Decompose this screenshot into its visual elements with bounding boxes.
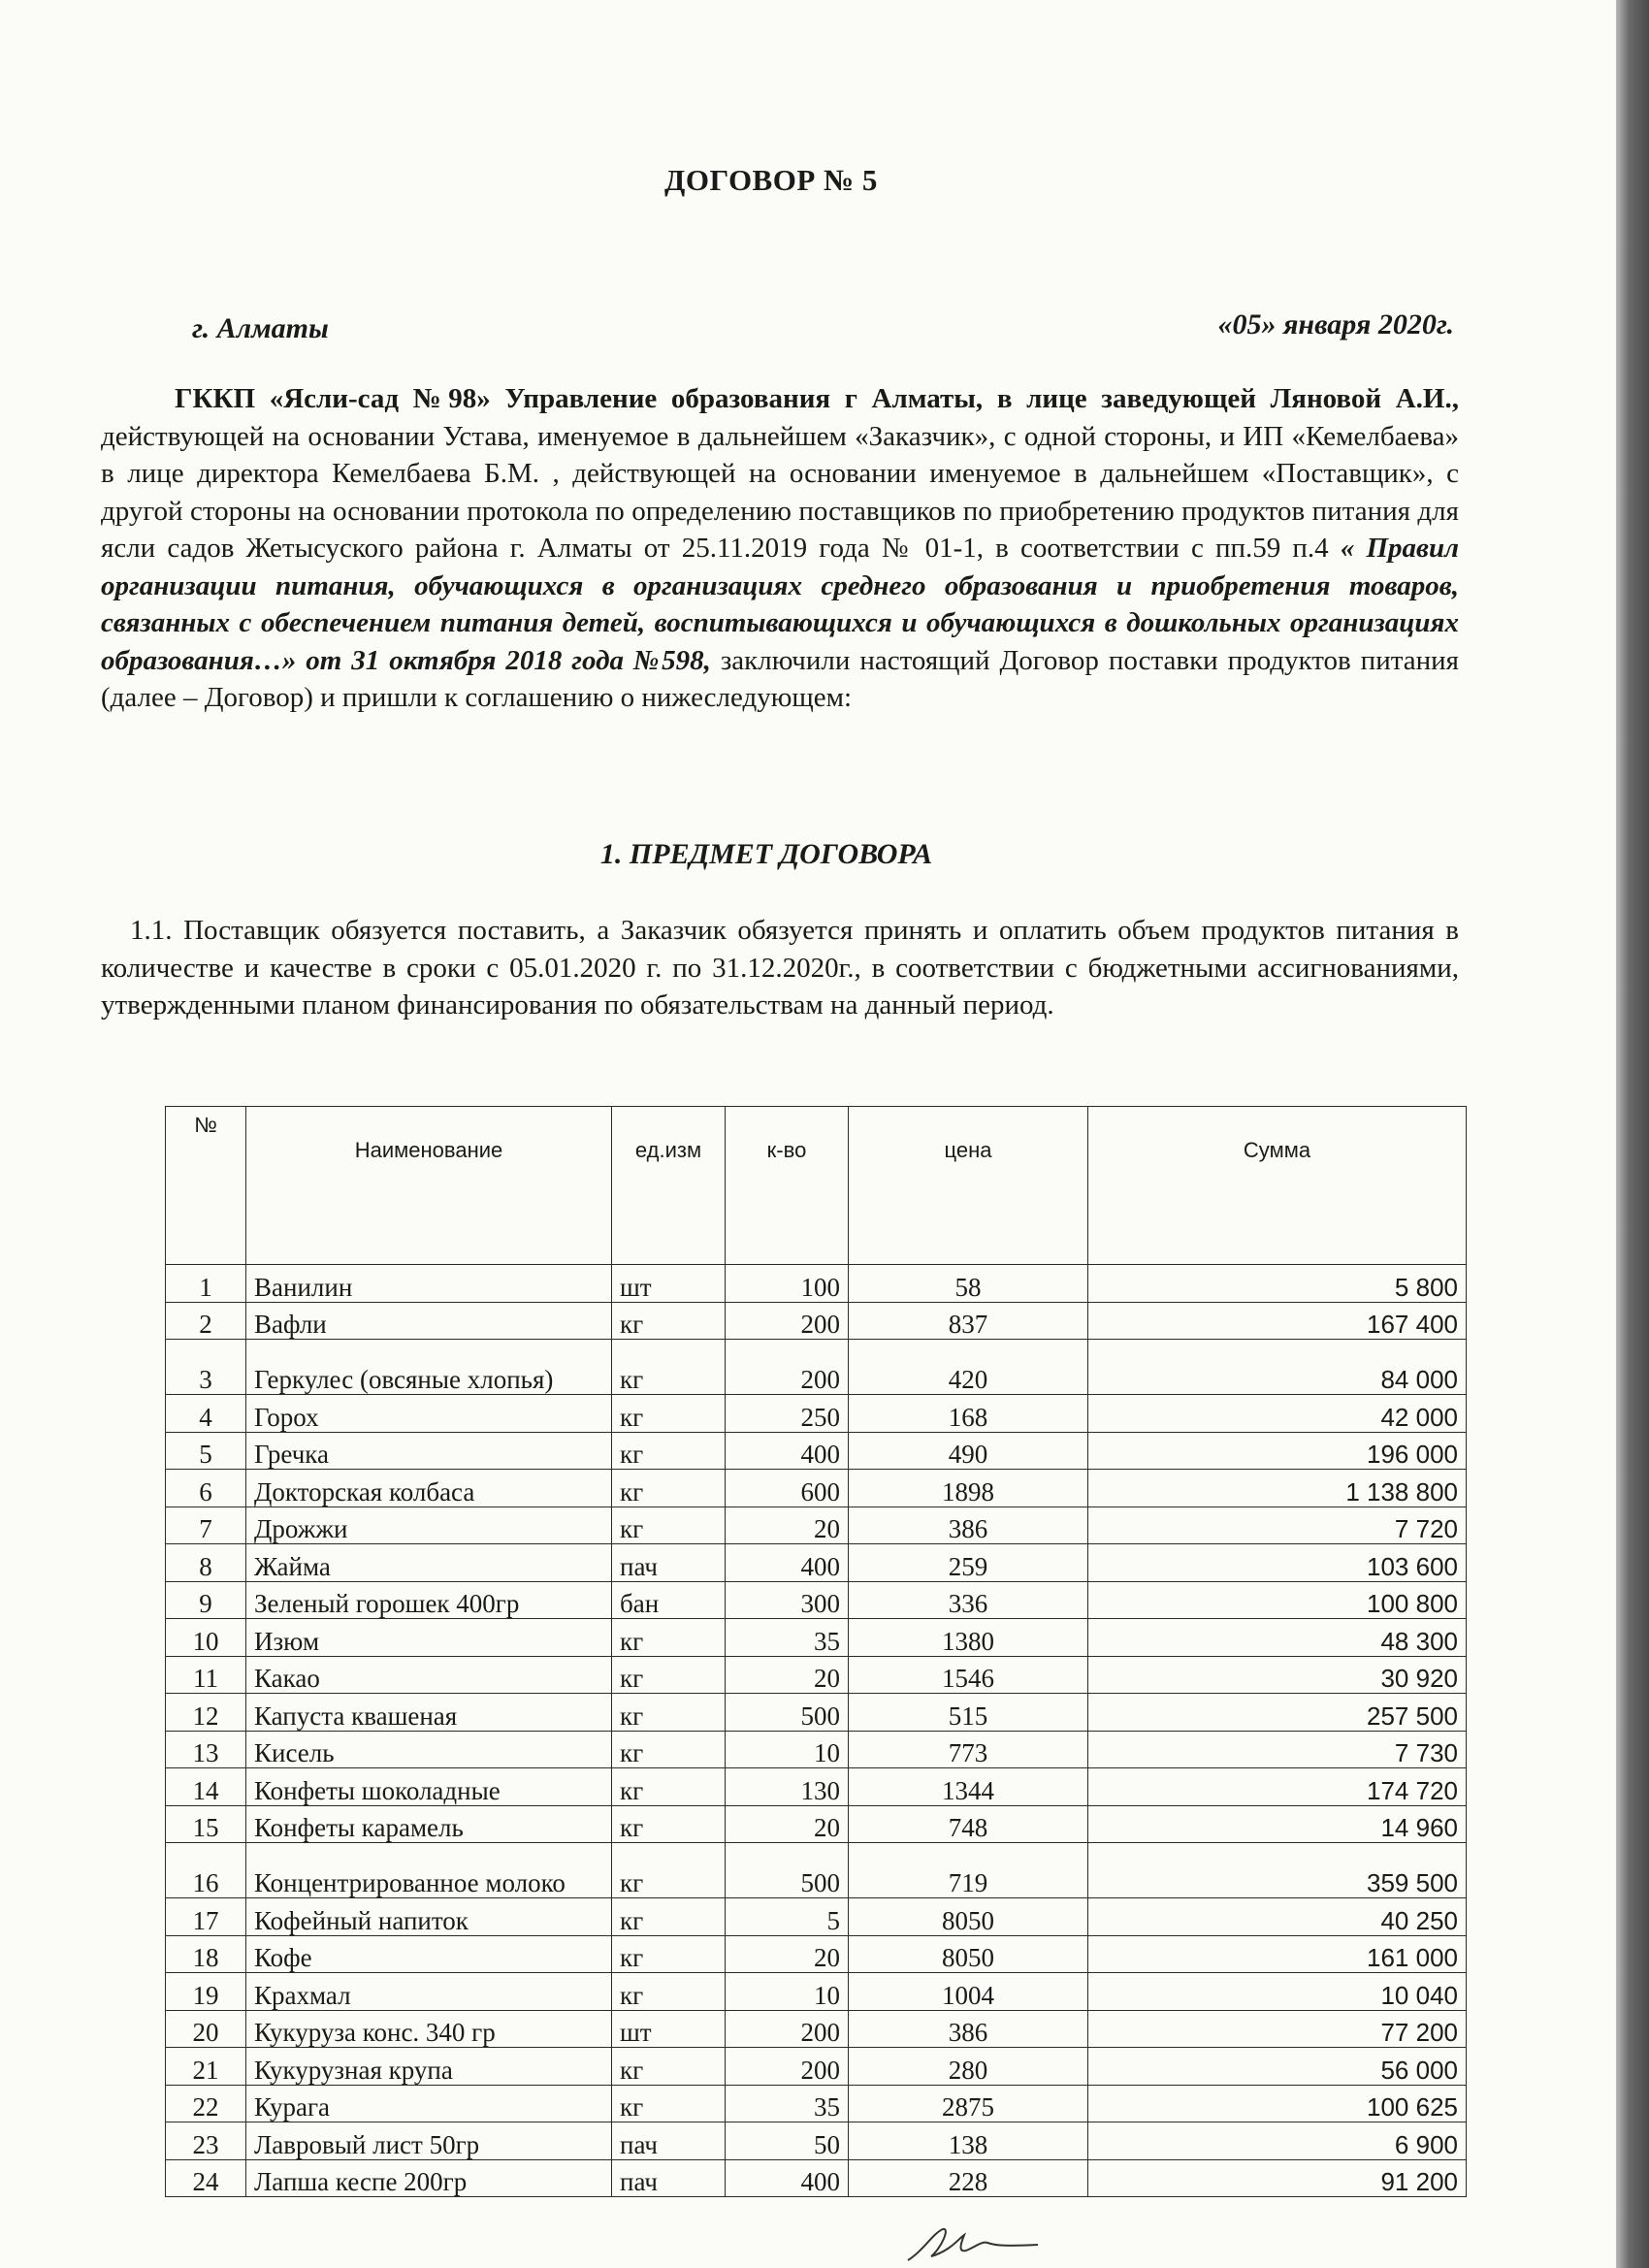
row-unit: кг xyxy=(612,1340,726,1395)
row-number: 16 xyxy=(166,1843,246,1898)
table-row xyxy=(166,1395,1467,1433)
table-body xyxy=(166,1265,1467,2197)
row-name: Кисель xyxy=(246,1731,612,1768)
row-unit: кг xyxy=(612,1768,726,1806)
row-sum: 196 000 xyxy=(1088,1432,1467,1470)
row-number: 7 xyxy=(166,1507,246,1544)
row-name: Кукуруза конс. 340 гр xyxy=(246,2010,612,2048)
row-unit: кг xyxy=(612,1935,726,1973)
row-quantity: 300 xyxy=(726,1581,849,1619)
row-price: 515 xyxy=(849,1694,1088,1732)
row-quantity: 200 xyxy=(726,2048,849,2086)
row-number: 1 xyxy=(166,1265,246,1303)
row-price: 420 xyxy=(849,1340,1088,1395)
row-name: Какао xyxy=(246,1656,612,1694)
row-price: 719 xyxy=(849,1843,1088,1898)
row-unit: кг xyxy=(612,1973,726,2011)
row-sum: 1 138 800 xyxy=(1088,1470,1467,1507)
row-price: 386 xyxy=(849,2010,1088,2048)
row-number: 3 xyxy=(166,1340,246,1395)
intro-bold-parties: ГККП «Ясли-сад №98» Управление образования г Алматы, в лице заведующей Ляновой А.И., xyxy=(175,383,1459,414)
table-row xyxy=(166,1805,1467,1843)
row-price: 138 xyxy=(849,2122,1088,2160)
row-sum: 7 720 xyxy=(1088,1507,1467,1544)
row-name: Крахмал xyxy=(246,1973,612,2011)
row-number: 8 xyxy=(166,1544,246,1582)
row-number: 5 xyxy=(166,1432,246,1470)
row-quantity: 400 xyxy=(726,1432,849,1470)
row-sum: 6 900 xyxy=(1088,2122,1467,2160)
row-quantity: 500 xyxy=(726,1694,849,1732)
table-row xyxy=(166,1656,1467,1694)
row-name: Зеленый горошек 400гр xyxy=(246,1581,612,1619)
row-quantity: 35 xyxy=(726,2085,849,2122)
row-sum: 42 000 xyxy=(1088,1395,1467,1433)
contract-city: г. Алматы xyxy=(192,312,329,344)
row-number: 10 xyxy=(166,1619,246,1657)
table-row xyxy=(166,1843,1467,1898)
row-quantity: 100 xyxy=(726,1265,849,1303)
table-row xyxy=(166,1507,1467,1544)
row-sum: 84 000 xyxy=(1088,1340,1467,1395)
row-quantity: 250 xyxy=(726,1395,849,1433)
row-quantity: 10 xyxy=(726,1973,849,2011)
header-name: Наименование xyxy=(246,1107,612,1265)
row-sum: 359 500 xyxy=(1088,1843,1467,1898)
row-unit: бан xyxy=(612,1581,726,1619)
row-unit: пач xyxy=(612,1544,726,1582)
row-unit: кг xyxy=(612,1302,726,1340)
row-quantity: 10 xyxy=(726,1731,849,1768)
row-sum: 257 500 xyxy=(1088,1694,1467,1732)
row-number: 13 xyxy=(166,1731,246,1768)
row-number: 11 xyxy=(166,1656,246,1694)
intro-text-2: заключили настоящий Договор поставки продуктов питания (далее – Договор) и пришли к соглашению о нижеследующем: xyxy=(101,644,1460,713)
row-sum: 100 625 xyxy=(1088,2085,1467,2122)
row-name: Лапша кеспе 200гр xyxy=(246,2159,612,2197)
row-quantity: 20 xyxy=(726,1805,849,1843)
row-name: Конфеты шоколадные xyxy=(246,1768,612,1806)
row-price: 386 xyxy=(849,1507,1088,1544)
row-unit: кг xyxy=(612,1805,726,1843)
row-price: 837 xyxy=(849,1302,1088,1340)
table-row xyxy=(166,1581,1467,1619)
signature-mark xyxy=(902,2221,1048,2268)
header-price: цена xyxy=(849,1107,1088,1265)
row-sum: 91 200 xyxy=(1088,2159,1467,2197)
row-name: Лавровый лист 50гр xyxy=(246,2122,612,2160)
row-number: 18 xyxy=(166,1935,246,1973)
table-header-row xyxy=(166,1107,1467,1265)
row-price: 259 xyxy=(849,1544,1088,1582)
row-name: Курага xyxy=(246,2085,612,2122)
table-row xyxy=(166,2010,1467,2048)
row-number: 22 xyxy=(166,2085,246,2122)
row-unit: шт xyxy=(612,2010,726,2048)
intro-text-1: действующей на основании Устава, именуемое в дальнейшем «Заказчик», с одной стороны, и ИП «Кемелбаева» в лице директора Кемелбаева Б.М. , действующей на основании именуемое в дальнейшем «Поставщик», с другой стороны на основании протокола по определению поставщиков по приобретению продуктов питания для ясли садов Жетысуского района г. Алматы от 25.11.2019 года № 01-1, в соответствии с пп.59 п.4 xyxy=(101,420,1459,564)
header-quantity: к-во xyxy=(726,1107,849,1265)
row-quantity: 200 xyxy=(726,1340,849,1395)
row-quantity: 35 xyxy=(726,1619,849,1657)
row-unit: кг xyxy=(612,1898,726,1936)
row-sum: 56 000 xyxy=(1088,2048,1467,2086)
intro-paragraph xyxy=(101,380,1459,717)
section-title-subject: 1. ПРЕДМЕТ ДОГОВОРА xyxy=(599,838,933,870)
row-sum: 14 960 xyxy=(1088,1805,1467,1843)
row-price: 1546 xyxy=(849,1656,1088,1694)
row-number: 14 xyxy=(166,1768,246,1806)
row-number: 24 xyxy=(166,2159,246,2197)
table-row xyxy=(166,2085,1467,2122)
scan-edge-shadow xyxy=(1616,0,1649,2268)
row-quantity: 400 xyxy=(726,2159,849,2197)
row-sum: 161 000 xyxy=(1088,1935,1467,1973)
row-number: 20 xyxy=(166,2010,246,2048)
table-row xyxy=(166,1544,1467,1582)
table-row xyxy=(166,2122,1467,2160)
header-unit: ед.изм xyxy=(612,1107,726,1265)
row-name: Докторская колбаса xyxy=(246,1470,612,1507)
row-name: Кофейный напиток xyxy=(246,1898,612,1936)
row-unit: кг xyxy=(612,1395,726,1433)
row-quantity: 5 xyxy=(726,1898,849,1936)
row-sum: 167 400 xyxy=(1088,1302,1467,1340)
row-unit: кг xyxy=(612,1694,726,1732)
products-table xyxy=(165,1106,1467,2197)
table-row xyxy=(166,1432,1467,1470)
row-unit: кг xyxy=(612,1507,726,1544)
row-number: 17 xyxy=(166,1898,246,1936)
row-number: 9 xyxy=(166,1581,246,1619)
row-name: Жайма xyxy=(246,1544,612,1582)
row-price: 2875 xyxy=(849,2085,1088,2122)
row-unit: кг xyxy=(612,2085,726,2122)
contract-date: «05» января 2020г. xyxy=(1217,308,1454,340)
row-price: 1380 xyxy=(849,1619,1088,1657)
header-number: № xyxy=(166,1107,246,1265)
row-name: Капуста квашеная xyxy=(246,1694,612,1732)
row-number: 15 xyxy=(166,1805,246,1843)
row-name: Вафли xyxy=(246,1302,612,1340)
table-row xyxy=(166,1619,1467,1657)
row-quantity: 400 xyxy=(726,1544,849,1582)
row-number: 4 xyxy=(166,1395,246,1433)
row-price: 773 xyxy=(849,1731,1088,1768)
row-price: 168 xyxy=(849,1395,1088,1433)
row-sum: 40 250 xyxy=(1088,1898,1467,1936)
row-price: 280 xyxy=(849,2048,1088,2086)
row-sum: 48 300 xyxy=(1088,1619,1467,1657)
table-row xyxy=(166,1302,1467,1340)
table-row xyxy=(166,1265,1467,1303)
row-sum: 77 200 xyxy=(1088,2010,1467,2048)
row-unit: кг xyxy=(612,1731,726,1768)
row-quantity: 20 xyxy=(726,1507,849,1544)
row-name: Кукурузная крупа xyxy=(246,2048,612,2086)
row-number: 6 xyxy=(166,1470,246,1507)
paragraph-1-1: 1.1. Поставщик обязуется поставить, а Заказчик обязуется принять и оплатить объем продуктов питания в количестве и качестве в сроки с 05.01.2020 г. по 31.12.2020г., в соответствии с бюджетными ассигнованиями, утвержденными планом финансирования по обязательствам на данный период. xyxy=(101,915,1459,1021)
row-unit: пач xyxy=(612,2159,726,2197)
row-unit: кг xyxy=(612,1843,726,1898)
table-row xyxy=(166,1470,1467,1507)
row-name: Геркулес (овсяные хлопья) xyxy=(246,1340,612,1395)
row-number: 2 xyxy=(166,1302,246,1340)
row-number: 12 xyxy=(166,1694,246,1732)
row-unit: кг xyxy=(612,2048,726,2086)
row-name: Изюм xyxy=(246,1619,612,1657)
row-sum: 30 920 xyxy=(1088,1656,1467,1694)
row-sum: 10 040 xyxy=(1088,1973,1467,2011)
row-price: 748 xyxy=(849,1805,1088,1843)
header-sum: Сумма xyxy=(1088,1107,1467,1265)
row-sum: 103 600 xyxy=(1088,1544,1467,1582)
table-row xyxy=(166,1768,1467,1806)
table-row xyxy=(166,1898,1467,1936)
row-quantity: 130 xyxy=(726,1768,849,1806)
row-number: 19 xyxy=(166,1973,246,2011)
row-price: 1898 xyxy=(849,1470,1088,1507)
row-price: 8050 xyxy=(849,1935,1088,1973)
table-row xyxy=(166,1694,1467,1732)
table-row xyxy=(166,2159,1467,2197)
row-name: Гречка xyxy=(246,1432,612,1470)
table-row xyxy=(166,1973,1467,2011)
row-unit: кг xyxy=(612,1619,726,1657)
row-sum: 5 800 xyxy=(1088,1265,1467,1303)
row-number: 21 xyxy=(166,2048,246,2086)
row-unit: пач xyxy=(612,2122,726,2160)
table-row xyxy=(166,1935,1467,1973)
row-price: 228 xyxy=(849,2159,1088,2197)
row-quantity: 600 xyxy=(726,1470,849,1507)
row-name: Ванилин xyxy=(246,1265,612,1303)
row-sum: 100 800 xyxy=(1088,1581,1467,1619)
row-quantity: 50 xyxy=(726,2122,849,2160)
row-name: Конфеты карамель xyxy=(246,1805,612,1843)
row-price: 490 xyxy=(849,1432,1088,1470)
row-sum: 174 720 xyxy=(1088,1768,1467,1806)
intro-rules-reference: « Правил организации питания, обучающихся в организациях среднего образования и приобретения товаров, связанных с обеспечением питания детей, воспитывающихся и обучающихся в дошкольных организациях образования…» от 31 октября 2018 года №598, xyxy=(101,533,1459,676)
table-row xyxy=(166,2048,1467,2086)
row-name: Горох xyxy=(246,1395,612,1433)
row-sum: 7 730 xyxy=(1088,1731,1467,1768)
row-price: 58 xyxy=(849,1265,1088,1303)
row-quantity: 200 xyxy=(726,2010,849,2048)
row-quantity: 20 xyxy=(726,1656,849,1694)
row-price: 1004 xyxy=(849,1973,1088,2011)
row-name: Кофе xyxy=(246,1935,612,1973)
row-price: 8050 xyxy=(849,1898,1088,1936)
row-price: 1344 xyxy=(849,1768,1088,1806)
row-unit: кг xyxy=(612,1432,726,1470)
row-unit: кг xyxy=(612,1656,726,1694)
row-name: Дрожжи xyxy=(246,1507,612,1544)
row-number: 23 xyxy=(166,2122,246,2160)
table-row xyxy=(166,1340,1467,1395)
row-quantity: 500 xyxy=(726,1843,849,1898)
table-row xyxy=(166,1731,1467,1768)
row-unit: кг xyxy=(612,1470,726,1507)
row-quantity: 200 xyxy=(726,1302,849,1340)
row-price: 336 xyxy=(849,1581,1088,1619)
row-quantity: 20 xyxy=(726,1935,849,1973)
row-name: Концентрированное молоко xyxy=(246,1843,612,1898)
row-unit: шт xyxy=(612,1265,726,1303)
document-title: ДОГОВОР № 5 xyxy=(664,163,878,197)
